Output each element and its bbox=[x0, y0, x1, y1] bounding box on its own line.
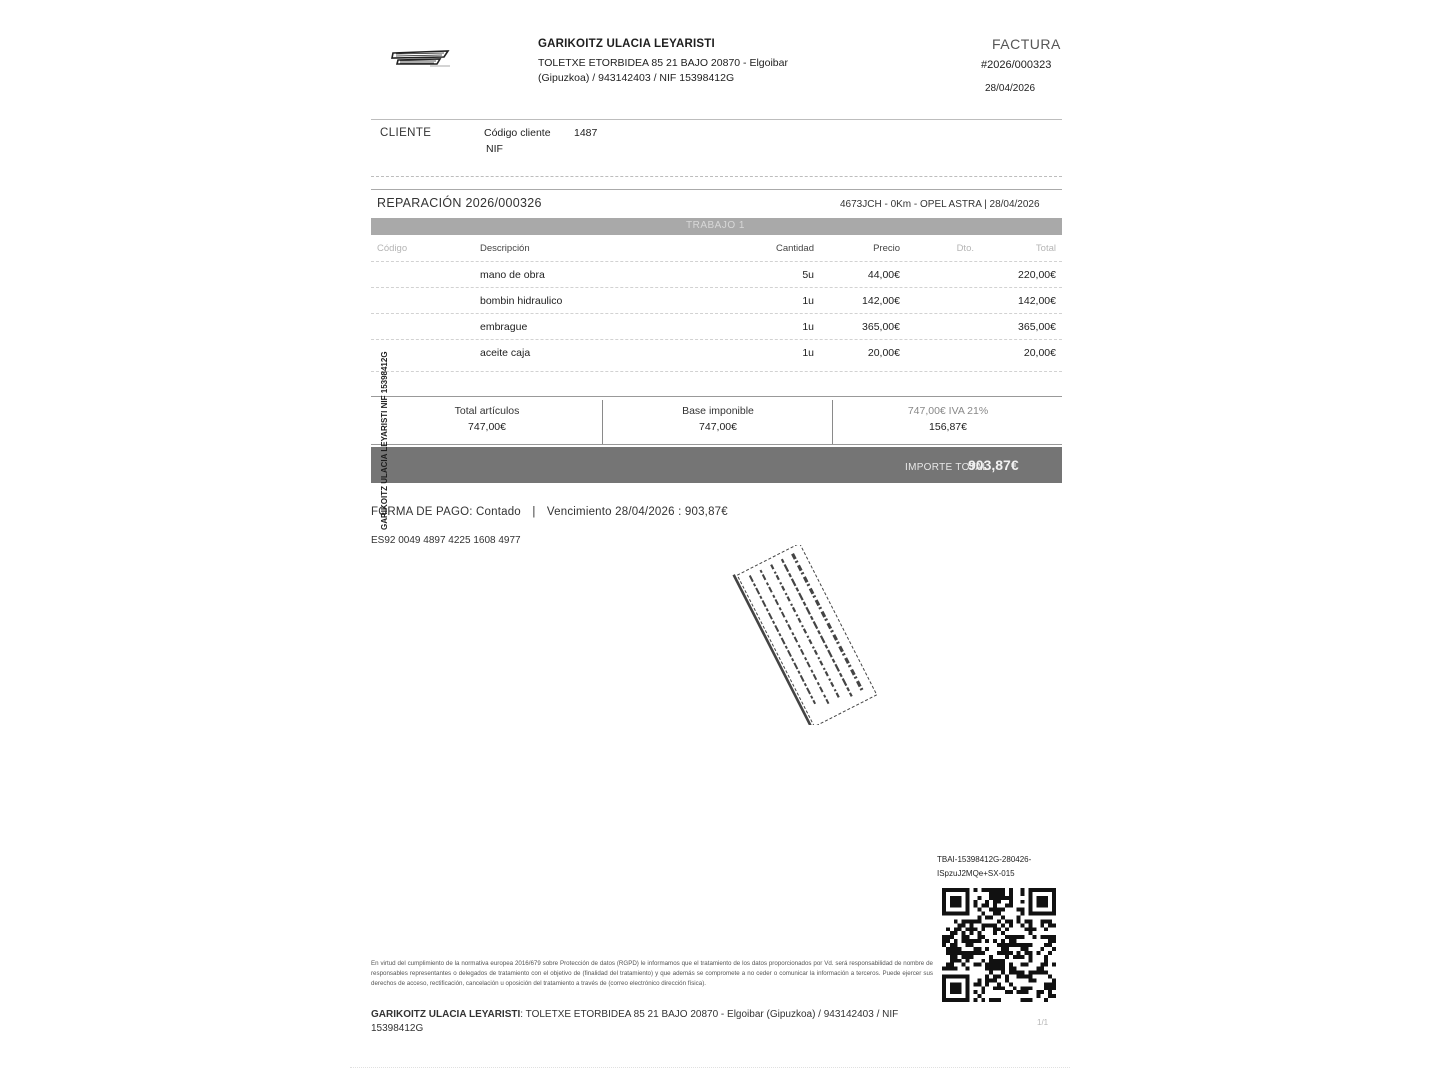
total-articles-label: Total artículos bbox=[454, 405, 520, 417]
vat-value: 156,87€ bbox=[929, 421, 967, 433]
payment-info bbox=[371, 506, 728, 518]
invoice-date: 28/04/2026 bbox=[985, 83, 1036, 94]
row-divider bbox=[371, 261, 1062, 262]
item-price: 20,00€ bbox=[867, 347, 900, 359]
item-price: 365,00€ bbox=[862, 321, 900, 333]
column-header-description: Descripción bbox=[480, 243, 530, 254]
ticketbai-code-line1: TBAI-15398412G-280426- bbox=[937, 855, 1032, 864]
side-vertical-text: GARIKOITZ ULACIA LEYARISTI NIF 15398412G bbox=[380, 351, 389, 530]
item-quantity: 1u bbox=[802, 295, 814, 307]
footer-company-name: GARIKOITZ ULACIA LEYARISTI bbox=[371, 1009, 521, 1020]
item-total: 20,00€ bbox=[1023, 347, 1056, 359]
tax-base-value: 747,00€ bbox=[699, 421, 737, 433]
repair-title: REPARACIÓN 2026/000326 bbox=[377, 196, 542, 210]
item-total: 142,00€ bbox=[1018, 295, 1056, 307]
totals-divider bbox=[602, 400, 603, 444]
bottom-rule bbox=[350, 1067, 1070, 1068]
payment-separator: | bbox=[532, 506, 536, 518]
item-price: 142,00€ bbox=[862, 295, 900, 307]
legal-notice: En virtud del cumplimiento de la normativa europea 2016/679 sobre Protección de datos (RGPD) le informamos que el tratamiento de los datos proporcionados por Vd. será responsabilidad de nombre de responsables representantes o delegados de tratamiento con el objetivo de (finalidad del tratamiento) y que además se compromete a no ceder o comunicar la información a terceros. Puede ejercer sus derechos de acceso, rectificación, cancelación u oposición del tratamiento a través de (correo electrónico dirección física). bbox=[371, 960, 933, 987]
client-nif-label: NIF bbox=[486, 143, 503, 155]
work-label: TRABAJO 1 bbox=[686, 220, 745, 231]
client-box bbox=[371, 119, 1062, 177]
grand-total-label: IMPORTE TOTAL bbox=[905, 462, 989, 473]
row-divider bbox=[371, 371, 1062, 372]
footer-company bbox=[371, 1008, 951, 1036]
item-quantity: 1u bbox=[802, 321, 814, 333]
totals-divider bbox=[832, 400, 833, 444]
iban: ES92 0049 4897 4225 1608 4977 bbox=[371, 535, 521, 546]
footer-company-address: : TOLETXE ETORBIDEA 85 21 BAJO 20870 - Elgoibar (Gipuzkoa) / 943142403 / NIF 15398412G bbox=[371, 1009, 899, 1034]
company-logo bbox=[390, 46, 452, 68]
column-header-total: Total bbox=[1035, 243, 1056, 254]
grand-total-value: 903,87€ bbox=[968, 457, 1019, 473]
company-name: GARIKOITZ ULACIA LEYARISTI bbox=[538, 38, 715, 50]
repair-vehicle: 4673JCH - 0Km - OPEL ASTRA | 28/04/2026 bbox=[840, 199, 1040, 210]
item-quantity: 5u bbox=[802, 269, 814, 281]
vat-label: 747,00€ IVA 21% bbox=[907, 405, 989, 417]
client-title: CLIENTE bbox=[380, 127, 432, 139]
item-description: bombin hidraulico bbox=[480, 295, 563, 307]
item-description: embrague bbox=[480, 321, 528, 333]
company-address: TOLETXE ETORBIDEA 85 21 BAJO 20870 - Elgoibar (Gipuzkoa) / 943142403 / NIF 15398412G bbox=[538, 57, 788, 84]
item-quantity: 1u bbox=[802, 347, 814, 359]
column-header-discount: Dto. bbox=[956, 243, 974, 254]
item-total: 220,00€ bbox=[1018, 269, 1056, 281]
document-type: FACTURA bbox=[992, 36, 1061, 52]
row-divider bbox=[371, 313, 1062, 314]
ticketbai-code-line2: ISpzuJ2MQe+SX-015 bbox=[937, 869, 1015, 878]
page-number: 1/1 bbox=[1037, 1018, 1049, 1027]
client-code-value: 1487 bbox=[574, 127, 598, 139]
ticketbai-code bbox=[937, 853, 1057, 881]
item-total: 365,00€ bbox=[1018, 321, 1056, 333]
column-header-quantity: Cantidad bbox=[775, 243, 814, 254]
column-header-price: Precio bbox=[873, 243, 900, 254]
column-header-code: Código bbox=[377, 243, 408, 254]
invoice-number: #2026/000323 bbox=[981, 59, 1052, 71]
row-divider bbox=[371, 287, 1062, 288]
tax-base-label: Base imponible bbox=[682, 405, 754, 417]
total-articles-value: 747,00€ bbox=[468, 421, 506, 433]
payment-method: FORMA DE PAGO: Contado bbox=[371, 506, 521, 518]
company-stamp bbox=[712, 545, 902, 725]
item-description: mano de obra bbox=[480, 269, 545, 281]
item-description: aceite caja bbox=[480, 347, 531, 359]
item-price: 44,00€ bbox=[867, 269, 900, 281]
qr-code bbox=[942, 888, 1056, 1002]
client-code-label: Código cliente bbox=[484, 127, 551, 139]
payment-due: Vencimiento 28/04/2026 : 903,87€ bbox=[546, 506, 728, 518]
row-divider bbox=[371, 339, 1062, 340]
